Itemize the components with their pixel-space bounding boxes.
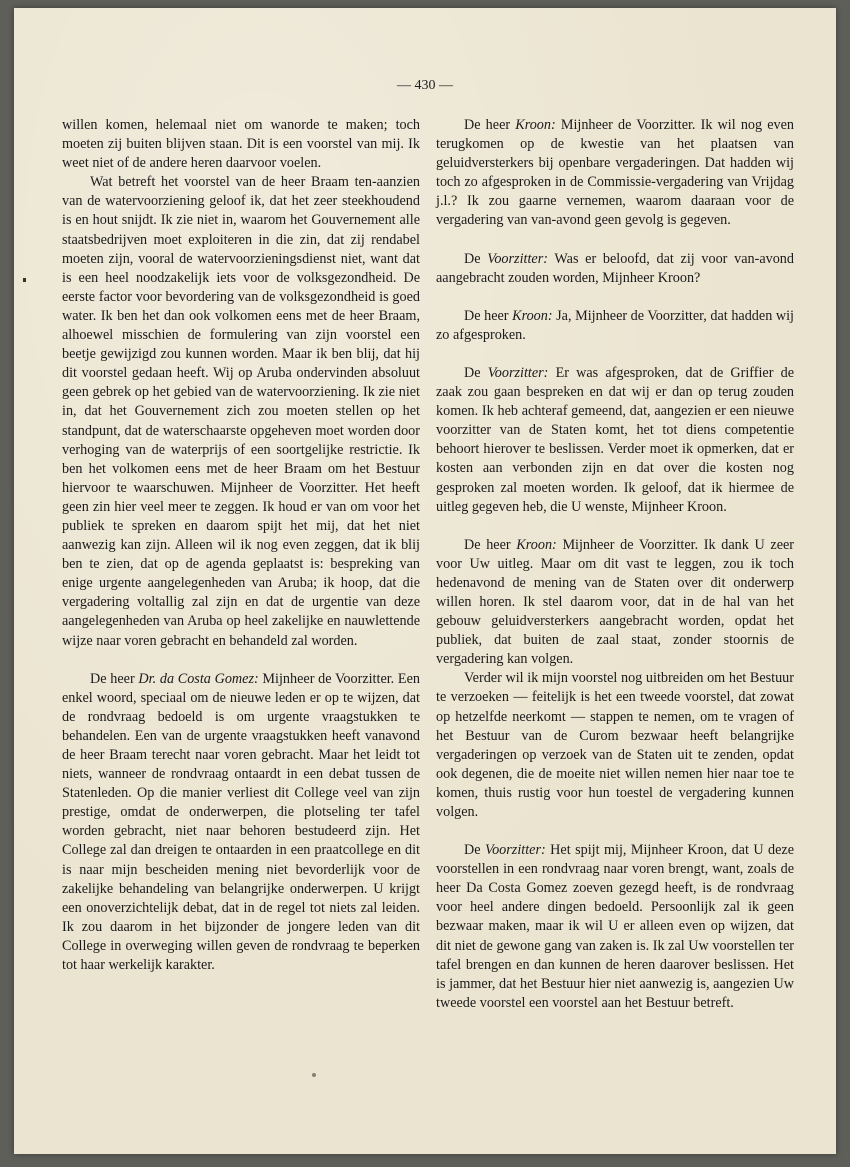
speaker-prefix: De heer (464, 536, 511, 553)
speaker-name: Kroon: (515, 117, 556, 133)
paper-spot (312, 1073, 316, 1077)
speaker-name: Kroon: (512, 307, 553, 324)
speech-text: Er was afgesproken, dat de Griffier de zaak zou gaan bespreken en dat wij er dan op terug zouden komen. Ik heb achteraf gemeend, dat, aangezien er een nieuwe voorzitter van de Staten komt, het tot diens competentie behoort hierover te beslissen. Verder moet ik opmerken, dat er kosten aan verbonden zijn en dat over die kosten nog gesproken zal moeten worden. Ik geloof, dat ik hiermee de uitleg gegeven heb, die U wenste, Mijnheer Kroon. (436, 364, 795, 515)
speaker-prefix: De (464, 250, 481, 267)
speech-text: Mijnheer de Voorzitter. Ik wil nog even terugkomen op de kwestie van het plaatsen van geluidversterkers bij openbare vergaderingen. Dat hadden wij toch zo afgesproken in de Commissie-vergadering van Vrijdag j.l.? Ik zou gaarne vernemen, waarom daaraan voor de vergadering van van-avond geen gevolg is gegeven. (436, 117, 795, 229)
speech-text: Ja, Mijnheer de Voorzitter, dat hadden wij zo afgesproken. (436, 307, 794, 343)
right-column (436, 116, 794, 1013)
right-paragraph-4 (436, 364, 794, 517)
speaker-prefix: De heer (90, 670, 135, 687)
speaker-name: Voorzitter: (485, 842, 546, 859)
speaker-name: Kroon: (516, 536, 557, 553)
right-paragraph-6: Verder wil ik mijn voorstel nog uitbreiden om het Bestuur te verzoeken — feitelijk is het een tweede voorstel, dat zowat op hetzelfde neerkomt — stappen te nemen, om te vragen of het Bestuur van de Curom bezwaar heeft belangrijke vergaderingen op verzoek van de Staten uit te zenden, opdat ook degenen, die de moeite niet willen nemen hier naar toe te komen, thuis rustig voor hun toestel de vergadering kunnen volgen. (436, 670, 794, 820)
left-paragraph-3 (62, 670, 420, 976)
speech-text: Het spijt mij, Mijnheer Kroon, dat U deze voorstellen in een rondvraag naar voren brengt, want, zoals de heer Da Costa Gomez zoeven gezegd heeft, is de rondvraag voor heel andere dingen bedoeld. Persoonlijk zal ik geen bezwaar maken, maar ik wil U er alleen even op wijzen, dat dit niet de gewone gang van zaken is. Ik zal Uw voorstellen ter tafel brengen en dan kunnen de heren daarover beslissen. Het is jammer, dat het Bestuur hier niet aanwezig is, aangezien Uw tweede voorstel een voorstel aan het Bestuur betreft. (436, 842, 795, 1011)
speech-text: Mijnheer de Voorzitter. Een enkel woord, speciaal om de nieuwe leden er op te wijzen, dat de rondvraag bedoeld is om urgente vraagstukken te behandelen. Een van de urgente vraagstukken heeft vanavond de heer Braam terecht naar voren gebracht. Maar het leidt tot niets, wanneer de rondvraag ontaardt in een debat tussen de Statenleden. Op die manier verliest dit College veel van zijn prestige, omdat de onderwerpen, die plotseling ter tafel worden gebracht, niet naar behoren bestudeerd zijn. Het College zal dan dreigen te ontaarden in een praatcollege en dit is naar mijn bescheiden mening niet bevorderlijk voor de zakelijke behandeling van belangrijke onderwerpen. U krijgt een onoverzichtelijk debat, dat in de regel tot niets zal leiden. Ik zou daarom in het bijzonder de jongere leden van dit College in overweging willen geven de rondvraag te beperken tot haar werkelijk karakter. (62, 670, 420, 974)
left-column (62, 116, 420, 975)
right-paragraph-5 (436, 536, 794, 670)
speaker-prefix: De heer (464, 117, 511, 133)
speaker-name: Voorzitter: (487, 364, 549, 381)
speaker-name: Voorzitter: (487, 250, 548, 267)
speech-text: Was er beloofd, dat zij voor van-avond aangebracht zouden worden, Mijnheer Kroon? (436, 250, 794, 286)
speaker-prefix: De heer (464, 307, 509, 324)
speaker-prefix: De (464, 364, 481, 381)
right-paragraph-1 (436, 116, 794, 231)
margin-mark (23, 278, 26, 282)
speaker-prefix: De (464, 842, 481, 859)
page-number: — 430 — (397, 78, 453, 93)
speech-text: Mijnheer de Voorzitter. Ik dank U zeer voor Uw uitleg. Maar om dit vast te leggen, zou ik toch hedenavond de mening van de Staten over dit onderwerp willen horen. Ik stel daarom voor, dat in de hal van het gebouw geluidversterkers aangebracht worden, opdat het publiek, dat buiten de zaal staat, zonder stoornis de vergadering kan volgen. (436, 536, 795, 668)
right-paragraph-7 (436, 841, 794, 1013)
right-paragraph-2 (436, 250, 794, 288)
left-paragraph-2: Wat betreft het voorstel van de heer Braam ten-aanzien van de watervoorziening geloof ik, dat het zeer steekhoudend is en hout snijdt. Ik zie niet in, waarom het Gouvernement alle staatsbedrijven moet exploiteren in die zin, dat zij rendabel moeten zijn, vooral de watervoorzieningsdienst niet, want dat is een heel noodzakelijk iets voor de volksgezondheid. De eerste factor voor bevordering van de volksgezondheid is goed water. Ik ben het dan ook volkomen eens met de heer Braam, alhoewel misschien de formulering van zijn voorstel een beetje gewijzigd zou kunnen worden. Maar ik ben blij, dat hij dit voorstel gedaan heeft. Wij op Aruba ondervinden absoluut geen gebrek op het gebied van de watervoorziening. Ik zie niet in, dat het Gouvernement zich zou moeten stellen op het standpunt, dat de waterschaarste opgeheven moet worden door verhoging van de waterprijs of een soortgelijke restrictie. Ik ben het volkomen eens met de heer Braam om het Bestuur hiervoor te waarschuwen. Mijnheer de Voorzitter. Het heeft geen zin hier veel meer te zeggen. Ik houd er van om voor het publiek te spreken en daarom spijt het mij, dat het niet aanwezig kan zijn. Alleen wil ik nog even zeggen, dat ik blij ben te zien, dat op de agenda geplaatst is: bespreking van enige urgente aangelegenheden van Aruba; ik hoop, dat die vergadering voltallig zal zijn en dat de urgentie van deze aangelegenheden van Aruba op heel zakelijke en nauwlettende wijze naar voren gebracht en behandeld zal worden. (62, 174, 420, 649)
right-paragraph-3 (436, 307, 794, 345)
left-paragraph-1: willen komen, helemaal niet om wanorde te maken; toch moeten zij buiten blijven staan. Dit is een voorstel van mij. Ik weet niet of de andere heren daarvoor voelen. (62, 117, 420, 172)
speaker-name: Dr. da Costa Gomez: (138, 670, 259, 687)
